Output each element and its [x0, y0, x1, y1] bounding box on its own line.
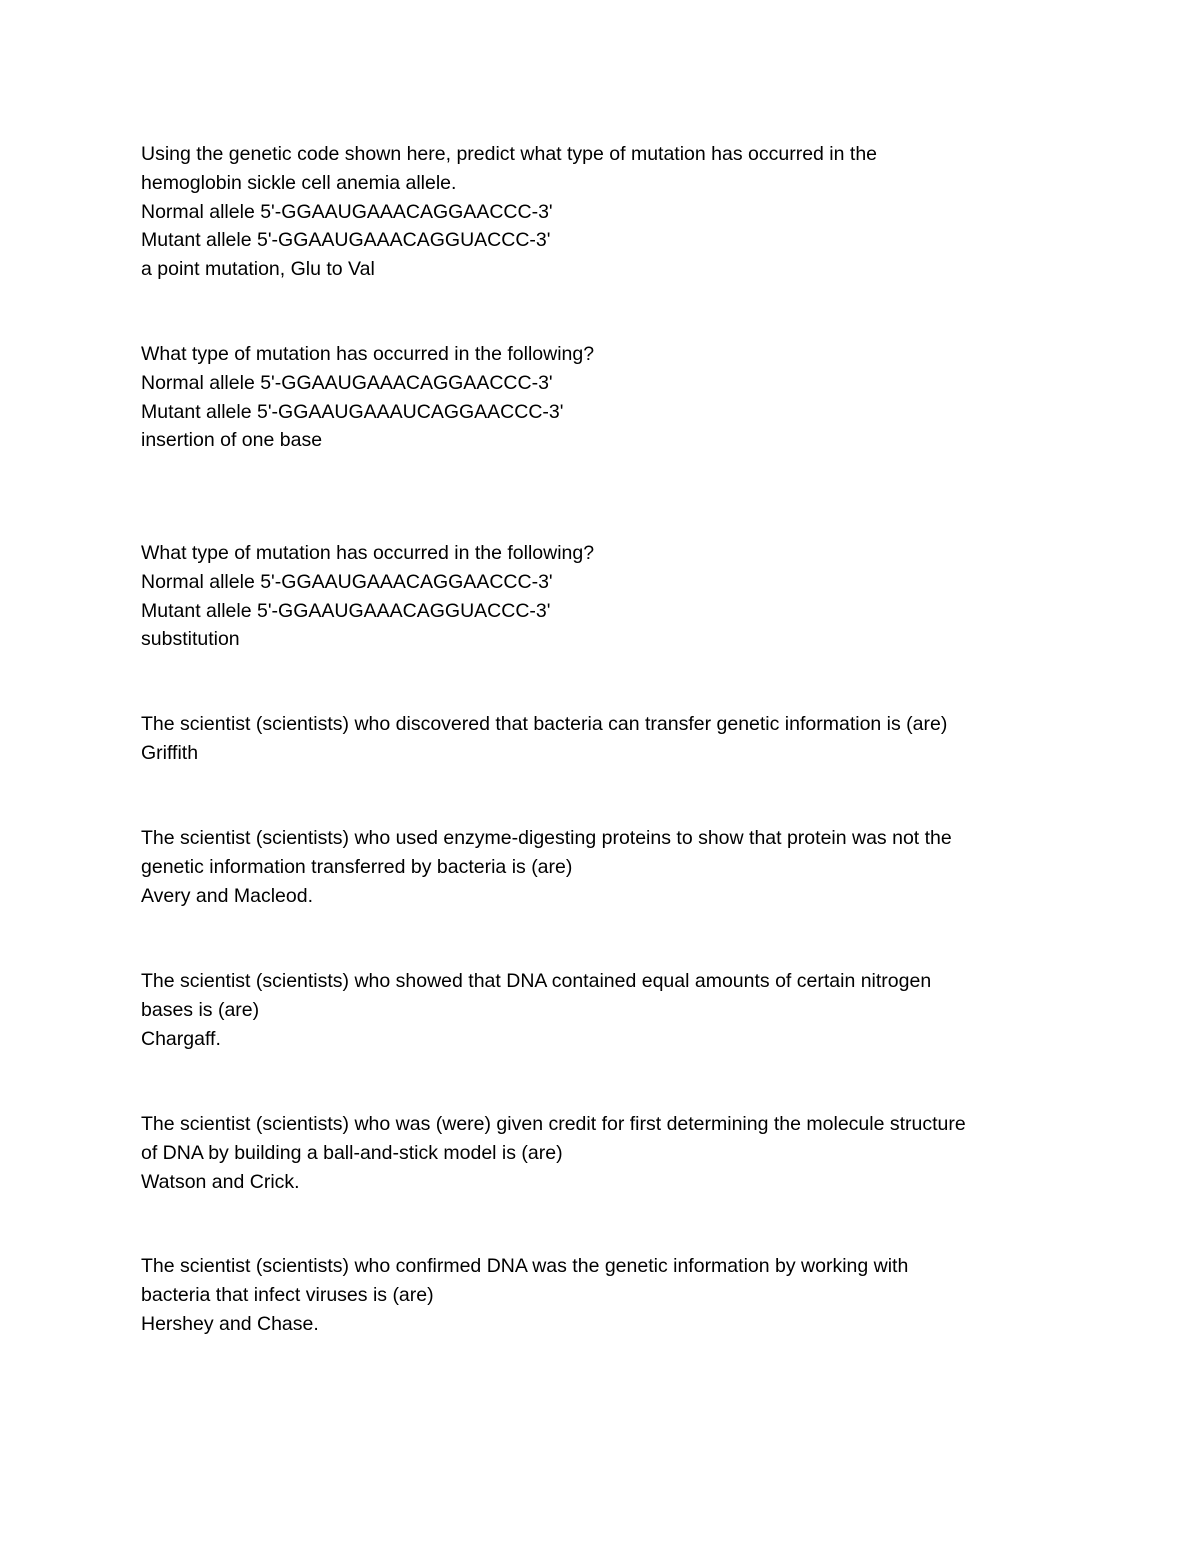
qa-block-watson-crick	[141, 1110, 1081, 1196]
question-line: The scientist (scientists) who confirmed DNA was the genetic information by working with	[141, 1255, 909, 1277]
answer-line: insertion of one base	[141, 429, 323, 452]
question-line: of DNA by building a ball-and-stick model is (are)	[141, 1141, 563, 1164]
question-line: bacteria that infect viruses is (are)	[141, 1283, 434, 1306]
question-line: What type of mutation has occurred in the following?	[141, 542, 595, 564]
answer-line: Griffith	[141, 741, 199, 764]
answer-line: Avery and Macleod.	[141, 884, 313, 907]
question-line: The scientist (scientists) who was (were) given credit for first determining the molecule structure	[141, 1113, 966, 1135]
answer-line: Hershey and Chase.	[141, 1312, 319, 1335]
normal-allele-line: Normal allele 5'-GGAAUGAAACAGGAACCC-3'	[141, 371, 553, 394]
qa-block-chargaff	[141, 967, 1081, 1053]
answer-line: a point mutation, Glu to Val	[141, 258, 375, 281]
mutant-allele-line: Mutant allele 5'-GGAAUGAAAUCAGGAACCC-3'	[141, 400, 564, 423]
question-line: The scientist (scientists) who used enzyme-digesting proteins to show that protein was not the	[141, 827, 952, 849]
question-line: genetic information transferred by bacteria is (are)	[141, 855, 573, 878]
qa-block-avery-macleod	[141, 824, 1081, 910]
answer-line: Chargaff.	[141, 1027, 221, 1050]
answer-line: substitution	[141, 628, 240, 651]
question-line: What type of mutation has occurred in the following?	[141, 343, 595, 365]
normal-allele-line: Normal allele 5'-GGAAUGAAACAGGAACCC-3'	[141, 570, 553, 593]
question-line: Using the genetic code shown here, predict what type of mutation has occurred in the	[141, 143, 878, 165]
mutant-allele-line: Mutant allele 5'-GGAAUGAAACAGGUACCC-3'	[141, 599, 551, 622]
qa-block-insertion	[141, 340, 1081, 455]
qa-block-hershey-chase	[141, 1252, 1081, 1338]
mutant-allele-line: Mutant allele 5'-GGAAUGAAACAGGUACCC-3'	[141, 229, 551, 252]
qa-block-substitution	[141, 539, 1081, 654]
qa-block-griffith	[141, 710, 1081, 768]
qa-block-point-mutation	[141, 140, 1081, 284]
question-line: bases is (are)	[141, 998, 260, 1021]
answer-line: Watson and Crick.	[141, 1170, 300, 1193]
question-line: The scientist (scientists) who discovered that bacteria can transfer genetic information is (are)	[141, 713, 948, 735]
question-line: hemoglobin sickle cell anemia allele.	[141, 171, 457, 194]
normal-allele-line: Normal allele 5'-GGAAUGAAACAGGAACCC-3'	[141, 200, 553, 223]
question-line: The scientist (scientists) who showed that DNA contained equal amounts of certain nitrogen	[141, 970, 932, 992]
